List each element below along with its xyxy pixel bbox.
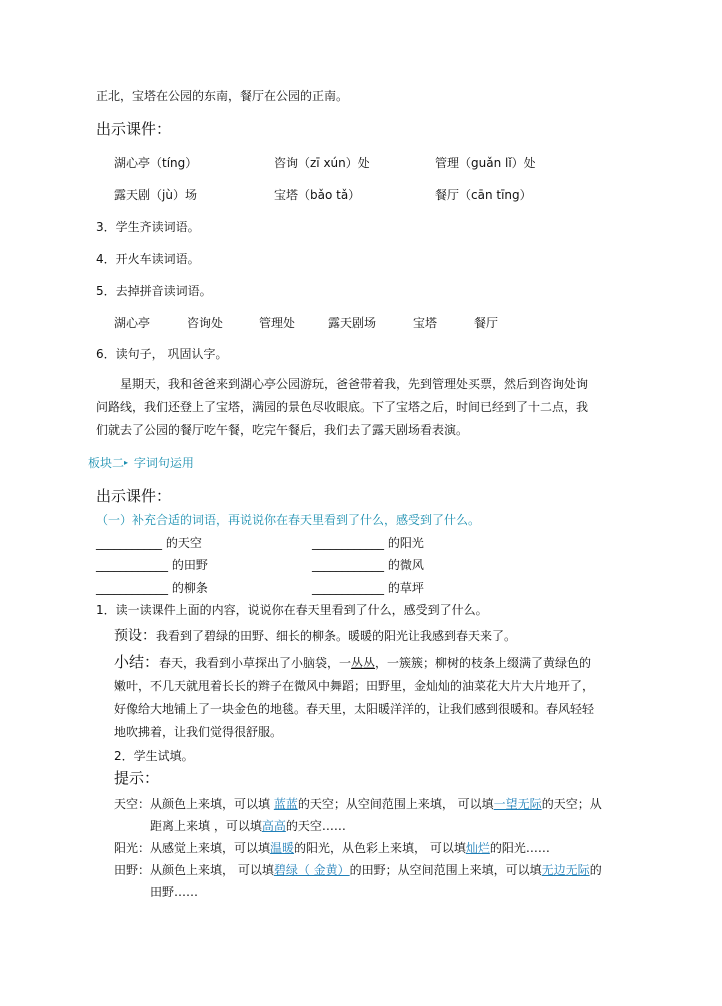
hint-sky-cont: [150, 818, 346, 834]
summary-continued: 好像给大地铺上了一块金色的地毯。春天里，太阳暖洋洋的，让我们感到很暖和。春风轻轻: [114, 702, 595, 716]
word-zi-xun-chu: 咨询（zī xún）处: [274, 156, 370, 170]
step-6: 6．读句子， 巩固认字。: [96, 347, 228, 361]
summary-continued: 嫩叶，不几天就甩着长长的辫子在微风中舞蹈；田野里，金灿灿的油菜花大片大片地开了，: [114, 679, 595, 693]
hint-link-wennuan: 温暖: [270, 841, 295, 855]
hint-link-wubianwuji: 无边无际: [541, 863, 590, 877]
hint-link-canlan: 灿烂: [465, 841, 490, 855]
question-1: 1．读一读课件上面的内容，说说你在春天里看到了什么，感受到了什么。: [96, 603, 488, 617]
hint-text: 田野：从颜色上来填， 可以填: [114, 863, 274, 877]
preset-label: 预设：: [114, 628, 156, 644]
plain-word: 湖心亭: [114, 316, 151, 330]
summary-text-post: ，一簇簇；柳树的枝条上缀满了黄绿色的: [375, 656, 592, 670]
intro-line: 正北，宝塔在公园的东南，餐厅在公园的正南。: [96, 89, 349, 103]
hint-text: 的天空……: [285, 819, 346, 833]
summary-continued: 地吹拂着，让我们觉得很舒服。: [114, 725, 283, 739]
plain-word: 餐厅: [474, 316, 499, 330]
step-3: 3．学生齐读词语。: [96, 220, 200, 234]
question-2: 2．学生试填。: [114, 749, 194, 763]
step-4: 4．开火车读词语。: [96, 252, 200, 266]
word-lu-tian-ju-chang: 露天剧（jù）场: [114, 188, 197, 202]
fill-blank-willow: ____________ 的柳条: [96, 581, 208, 595]
hint-sunshine: [114, 840, 550, 856]
step-5: 5．去掉拼音读词语。: [96, 284, 212, 298]
section-tag-label: 板块二: [88, 456, 125, 470]
hint-sky: [114, 796, 602, 812]
summary-line: [114, 654, 591, 671]
hint-field: [114, 862, 602, 878]
section-tag: [88, 455, 194, 471]
preset-text: 我看到了碧绿的田野、细长的柳条。暖暖的阳光让我感到春天来了。: [156, 629, 517, 643]
summary-label: 小结：: [114, 653, 160, 671]
hint-text: 的阳光……: [489, 841, 550, 855]
hint-text: 的天空；从空间范围上来填， 可以填: [297, 797, 494, 811]
hint-text: 距离上来填 ，可以填: [150, 819, 262, 833]
hint-field-cont: 田野……: [150, 885, 199, 899]
paragraph-line: 问路线，我们还登上了宝塔，满园的景色尽收眼底。下了宝塔之后，时间已经到了十二点，我: [96, 400, 589, 414]
fill-blank-sky: ___________ 的天空: [96, 536, 202, 550]
plain-word: 咨询处: [187, 316, 224, 330]
hint-text: 的天空；从: [541, 797, 602, 811]
preset-line: [114, 627, 516, 645]
hint-text: 天空：从颜色上来填，可以填: [114, 797, 274, 811]
plain-word: 宝塔: [413, 316, 438, 330]
hint-link-gaogao: 高高: [261, 819, 286, 833]
section-tag-arrow-icon: ▸: [124, 458, 129, 467]
summary-underlined: 丛丛: [351, 656, 376, 670]
summary-text-pre: 春天，我看到小草探出了小脑袋，一: [159, 656, 352, 670]
fill-blank-sunshine: ____________ 的阳光: [312, 536, 424, 550]
paragraph-line: 星期天，我和爸爸来到湖心亭公园游玩，爸爸带着我，先到管理处买票，然后到咨询处询: [120, 377, 589, 391]
word-bao-ta: 宝塔（bǎo tǎ）: [274, 188, 361, 202]
section-title: 字词句运用: [133, 456, 194, 470]
hint-text: 的阳光，从色彩上来填， 可以填: [294, 841, 466, 855]
plain-word: 管理处: [259, 316, 296, 330]
hint-label: 提示：: [114, 769, 160, 787]
hint-text: 的田野；从空间范围上来填，可以填: [349, 863, 542, 877]
word-hu-xin-ting: 湖心亭（tíng）: [114, 156, 198, 170]
fill-blank-field: ____________ 的田野: [96, 558, 208, 572]
fill-blank-lawn: ____________ 的草坪: [312, 581, 424, 595]
hint-link-bilv: 碧绿（ 金黄）: [273, 863, 350, 877]
show-courseware-heading-2: 出示课件：: [96, 487, 172, 505]
word-guan-li-chu: 管理（guǎn lǐ）处: [435, 156, 536, 170]
show-courseware-heading: 出示课件：: [96, 120, 172, 138]
hint-link-lanlan: 蓝蓝: [273, 797, 298, 811]
paragraph-line: 们就去了公园的餐厅吃午餐，吃完午餐后，我们去了露天剧场看表演。: [96, 423, 469, 437]
fill-blank-breeze: ____________ 的微风: [312, 558, 424, 572]
hint-text: 阳光：从感觉上来填，可以填: [114, 841, 271, 855]
exercise-heading: （一）补充合适的词语，再说说你在春天里看到了什么，感受到了什么。: [96, 513, 481, 527]
word-can-ting: 餐厅（cān tīng）: [435, 188, 532, 202]
hint-text: 的: [589, 863, 602, 877]
hint-link-yiwangwuji: 一望无际: [493, 797, 542, 811]
plain-word: 露天剧场: [328, 316, 377, 330]
